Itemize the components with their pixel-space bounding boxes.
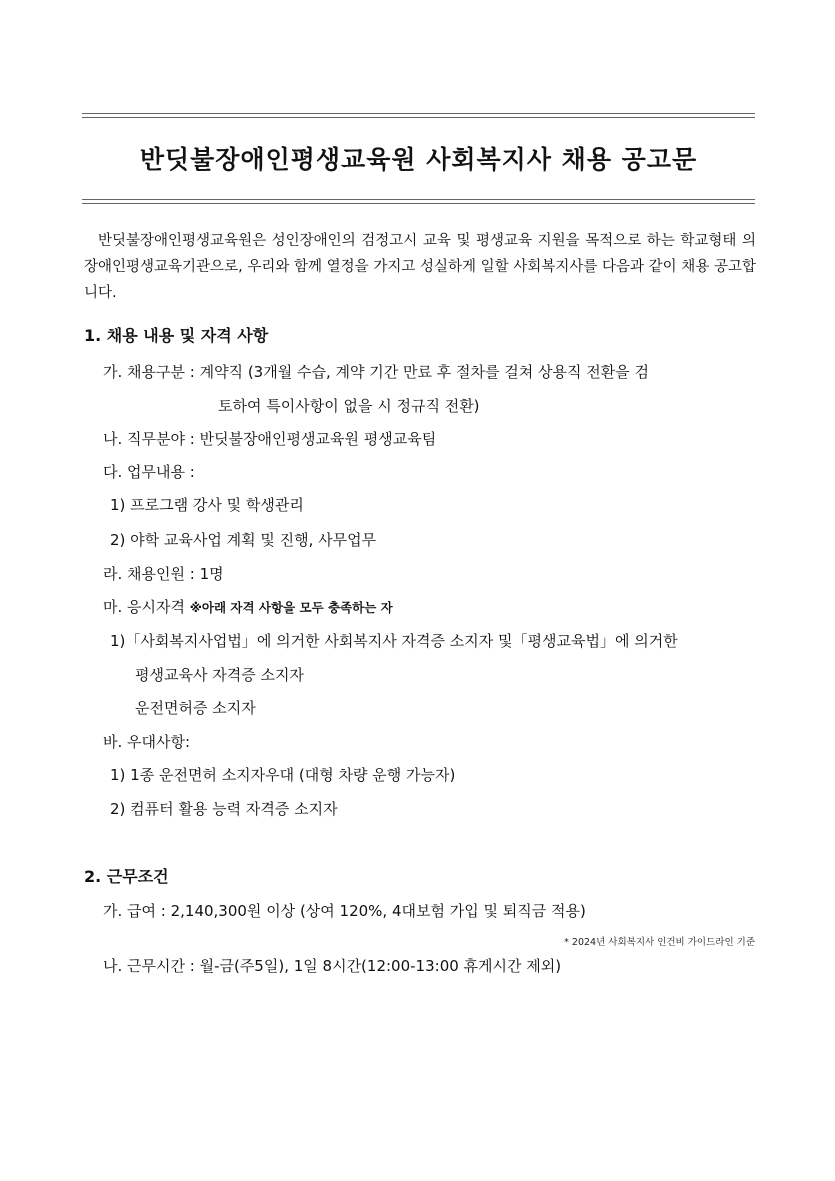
job-field: 나. 직무분야 : 반딧불장애인평생교육원 평생교육팀 — [103, 430, 437, 448]
salary: 가. 급여 : 2,140,300원 이상 (상여 120%, 4대보험 가입 및 퇴직금 적용) — [103, 902, 586, 920]
qualification-item-line1: 1)「사회복지사업법」에 의거한 사회복지사 자격증 소지자 및「평생교육법」에 의거한 — [110, 632, 678, 650]
duty-item-2: 2) 야학 교육사업 계획 및 진행, 사무업무 — [110, 531, 377, 549]
employment-type-line1: 가. 채용구분 : 계약직 (3개월 수습, 계약 기간 만료 후 절차를 걸쳐 상용직 전환을 검 — [103, 363, 649, 381]
duties-label: 다. 업무내용 : — [103, 463, 195, 481]
top-rule-1 — [82, 113, 755, 114]
bottom-rule-2 — [82, 203, 755, 204]
salary-footnote: * 2024년 사회복지사 인건비 가이드라인 기준 — [564, 937, 755, 948]
preference-label: 바. 우대사항: — [103, 733, 191, 751]
qualification-note: ※아래 자격 사항을 모두 충족하는 자 — [189, 600, 393, 615]
preference-item-2: 2) 컴퓨터 활용 능력 자격증 소지자 — [110, 800, 338, 818]
duty-item-1: 1) 프로그램 강사 및 학생관리 — [110, 496, 304, 514]
page-title: 반딧불장애인평생교육원 사회복지사 채용 공고문 — [139, 145, 698, 174]
section1-heading: 1. 채용 내용 및 자격 사항 — [84, 326, 269, 345]
qualification-label — [103, 597, 393, 618]
intro-paragraph — [84, 228, 756, 306]
headcount: 라. 채용인원 : 1명 — [103, 565, 224, 583]
working-hours: 나. 근무시간 : 월-금(주5일), 1일 8시간(12:00-13:00 휴게시간 제외) — [103, 957, 562, 975]
qualification-item-line2: 평생교육사 자격증 소지자 — [135, 666, 304, 684]
employment-type-line2: 토하여 특이사항이 없을 시 정규직 전환) — [218, 397, 480, 415]
top-rule-2 — [82, 117, 755, 118]
qualification-title: 마. 응시자격 — [103, 598, 190, 616]
preference-item-1: 1) 1종 운전면허 소지자우대 (대형 차량 운행 가능자) — [110, 766, 456, 784]
qualification-item-line3: 운전면허증 소지자 — [135, 699, 256, 717]
section2-heading: 2. 근무조건 — [84, 867, 169, 886]
bottom-rule-1 — [82, 199, 755, 200]
intro-text: 반딧불장애인평생교육원은 성인장애인의 검정고시 교육 및 평생교육 지원을 목적으로 하는 학교형태 의 장애인평생교육기관으로, 우리와 함께 열정을 가지고 성실하게 일할 사회복지사를 다음과 같이 채용 공고합니다. — [84, 233, 756, 301]
